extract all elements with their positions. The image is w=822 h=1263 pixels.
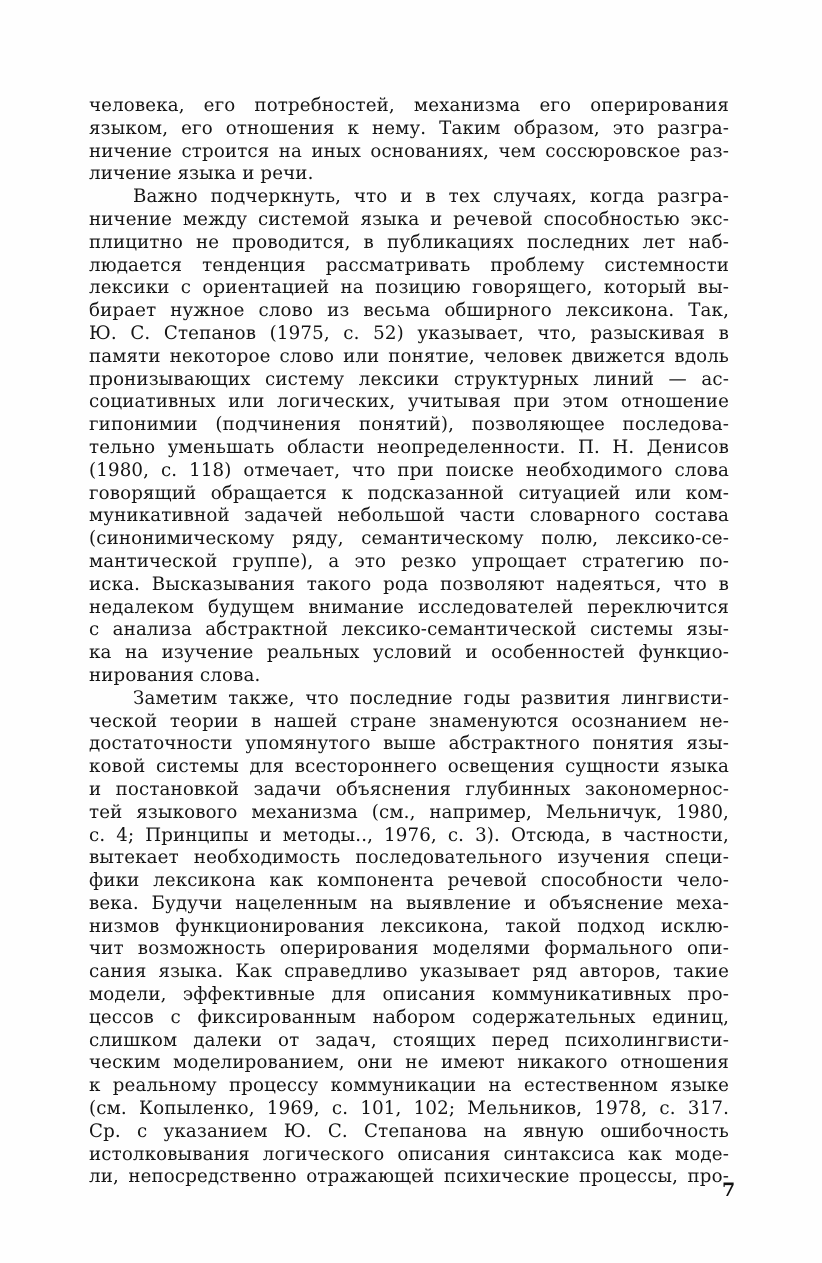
text-line: с анализа абстрактной лексико-семантической системы язы- bbox=[89, 619, 729, 641]
text-line: ли, непосредственно отражающей психические процессы, про- bbox=[89, 1166, 729, 1188]
text-line: людается тенденция рассматривать проблему системности bbox=[89, 254, 729, 276]
text-line: достаточности упомянутого выше абстрактного понятия язы- bbox=[89, 733, 729, 755]
text-line: тельно уменьшать области неопределенности. П. Н. Денисов bbox=[89, 436, 729, 458]
page-number: 7 bbox=[722, 1179, 736, 1201]
body-text bbox=[89, 95, 729, 1189]
text-line: недалеком будущем внимание исследователей переключится bbox=[89, 596, 729, 618]
text-line: века. Будучи нацеленным на выявление и объяснение меха- bbox=[89, 892, 729, 914]
text-line: муникативной задачей небольшой части словарного состава bbox=[89, 505, 729, 527]
text-line: Ю. С. Степанов (1975, с. 52) указывает, что, разыскивая в bbox=[89, 322, 729, 344]
paragraph-1 bbox=[89, 95, 729, 186]
text-line: Важно подчеркнуть, что и в тех случаях, когда разгра- bbox=[133, 186, 729, 208]
text-line: мантической группе), а это резко упрощает стратегию по- bbox=[89, 550, 729, 572]
text-line: к реальному процессу коммуникации на естественном языке bbox=[89, 1075, 729, 1097]
text-line: и постановкой задачи объяснения глубинных закономернос- bbox=[89, 778, 729, 800]
text-line: (синонимическому ряду, семантическому полю, лексико-се- bbox=[89, 528, 729, 550]
text-line: памяти некоторое слово или понятие, человек движется вдоль bbox=[89, 345, 729, 367]
text-line: низмов функционирования лексикона, такой подход исклю- bbox=[89, 915, 729, 937]
text-line: с. 4; Принципы и методы.., 1976, с. 3). Отсюда, в частности, bbox=[89, 824, 729, 846]
text-line: (1980, с. 118) отмечает, что при поиске необходимого слова bbox=[89, 459, 729, 481]
text-line: бирает нужное слово из весьма обширного лексикона. Так, bbox=[89, 300, 729, 322]
text-line: человека, его потребностей, механизма его оперирования bbox=[89, 95, 729, 116]
text-line: чит возможность оперирования моделями формального опи- bbox=[89, 938, 729, 960]
text-line: личение языка и речи. bbox=[89, 163, 314, 185]
text-line: модели, эффективные для описания коммуникативных про- bbox=[89, 984, 729, 1006]
text-line: гипонимии (подчинения понятий), позволяющее последова- bbox=[89, 414, 729, 436]
text-line: ничение строится на иных основаниях, чем соссюровское раз- bbox=[89, 140, 729, 162]
text-line: фики лексикона как компонента речевой способности чело- bbox=[89, 870, 729, 892]
text-line: иска. Высказывания такого рода позволяют надеяться, что в bbox=[89, 573, 729, 595]
text-line: языком, его отношения к нему. Таким образом, это разгра- bbox=[89, 117, 729, 139]
text-line: слишком далеки от задач, стоящих перед психолингвисти- bbox=[89, 1029, 729, 1051]
text-line: ковой системы для всестороннего освещения сущности языка bbox=[89, 756, 729, 778]
text-line: цессов с фиксированным набором содержательных единиц, bbox=[89, 1006, 729, 1028]
text-line: говорящий обращается к подсказанной ситуацией или ком- bbox=[89, 482, 729, 504]
text-line: нирования слова. bbox=[89, 664, 261, 686]
text-line: ческой теории в нашей стране знаменуются осознанием не- bbox=[89, 710, 729, 732]
text-line: плицитно не проводится, в публикациях последних лет наб- bbox=[89, 231, 729, 253]
text-line: (см. Копыленко, 1969, с. 101, 102; Мельников, 1978, с. 317. bbox=[89, 1098, 729, 1120]
text-line: Заметим также, что последние годы развития лингвисти- bbox=[133, 687, 729, 709]
text-line: ничение между системой языка и речевой способностью экс- bbox=[89, 208, 729, 230]
text-line: истолковывания логического описания синтаксиса как моде- bbox=[89, 1143, 729, 1165]
text-line: ческим моделированием, они не имеют никакого отношения bbox=[89, 1052, 729, 1074]
text-line: социативных или логических, учитывая при этом отношение bbox=[89, 391, 729, 413]
text-line: вытекает необходимость последовательного изучения специ- bbox=[89, 847, 729, 869]
text-line: сания языка. Как справедливо указывает ряд авторов, такие bbox=[89, 961, 729, 983]
text-line: Ср. с указанием Ю. С. Степанова на явную ошибочность bbox=[89, 1120, 729, 1142]
text-line: лексики с ориентацией на позицию говорящего, который вы- bbox=[89, 277, 729, 299]
text-line: тей языкового механизма (см., например, Мельничук, 1980, bbox=[89, 801, 729, 823]
text-line: пронизывающих систему лексики структурных линий — ас- bbox=[89, 368, 729, 390]
paragraph-3 bbox=[89, 688, 729, 1190]
paragraph-2 bbox=[89, 186, 729, 688]
text-line: ка на изучение реальных условий и особенностей функцио- bbox=[89, 642, 729, 664]
